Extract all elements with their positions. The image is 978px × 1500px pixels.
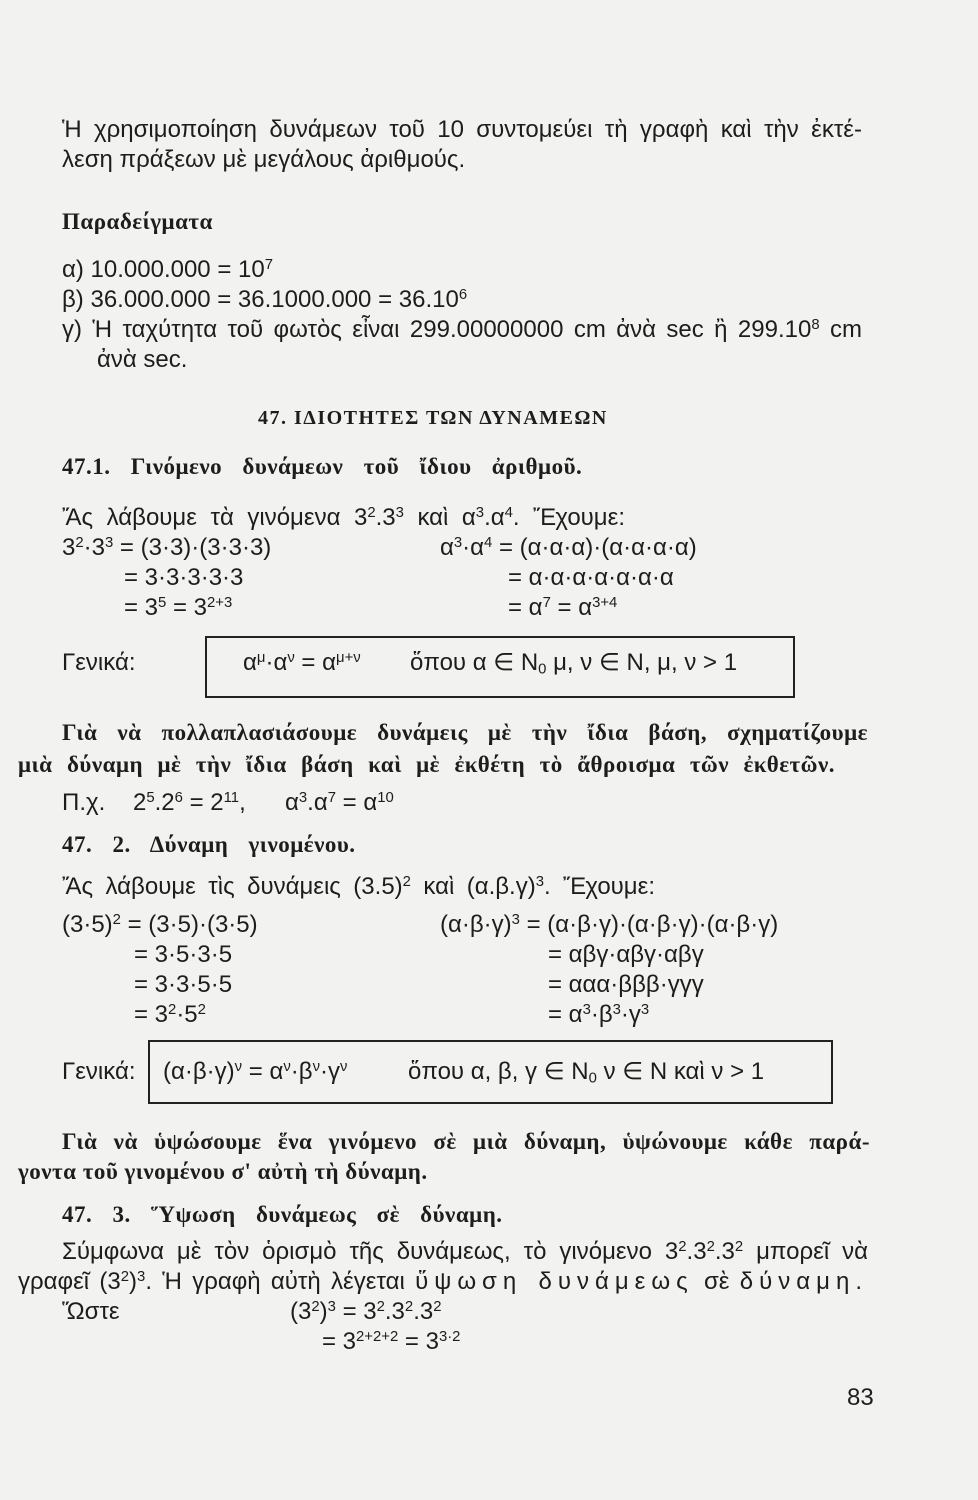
superscript: 2 (75, 534, 84, 551)
math-step: = $3^{2+2+2} = 3^{3\cdot 2}$ (322, 1328, 461, 1355)
superscript: 7 (327, 789, 336, 806)
superscript: 2 (433, 1298, 442, 1315)
section-title: 47. ΙΔΙΟΤΗΤΕΣ ΤΩΝ ΔΥΝΑΜΕΩΝ (258, 407, 608, 429)
example-item-continuation: ἀνὰ sec. (97, 346, 188, 373)
page-number: 83 (847, 1384, 874, 1411)
subsection-heading: 47. 3. Ὕψωση δυνάμεως σὲ δύναμη. (62, 1202, 503, 1227)
math-step: $3^2\cdot 3^3 = (3\cdot 3)\cdot(3\cdot 3\cdot 3)$ (62, 534, 272, 561)
superscript: 5 (158, 594, 167, 611)
math-step: $(\alpha\cdot\beta\cdot\gamma)^3 = (\alpha\cdot\beta\cdot\gamma)\cdot(\alpha\cdot\beta\cdot\gamma)\cdot(\alpha\cdot\beta\cdot\gamma)$ (440, 911, 779, 938)
paragraph-line: γραφεῖ $(3^2)^3$. Ἡ γραφὴ αὐτὴ λέγεται ὕψωση δυνάμεως σὲ δύναμη. (18, 1268, 862, 1295)
condition: ὅπου α ∈ $N_0$ μ, ν ∈ N, μ, ν > 1 (410, 649, 738, 678)
superscript: 3 (395, 504, 404, 521)
superscript: 8 (811, 316, 820, 333)
math-step: $(3^2)^3 = 3^2.3^2.3^2$ (290, 1298, 442, 1325)
superscript: 2 (367, 504, 376, 521)
intro-line: λεση πράξεων μὲ μεγάλους ἀριθμούς. (62, 146, 466, 173)
hence-label: Ὥστε (62, 1298, 120, 1325)
math-step: = 3·5·3·5 (134, 941, 233, 968)
condition: ὅπου α, β, γ ∈ $N_0$ ν ∈ N καὶ ν > 1 (408, 1058, 765, 1087)
superscript: 5 (146, 789, 155, 806)
superscript: 3 (298, 789, 308, 806)
math-step: $(3\cdot 5)^2 = (3\cdot 5)\cdot(3\cdot 5)$ (62, 911, 258, 938)
superscript: 3+4 (592, 594, 618, 611)
superscript: 2 (112, 911, 121, 928)
superscript: 3 (511, 911, 520, 928)
intro-line: Ἡ χρησιμοποίηση δυνάμεων τοῦ 10 συντομεύει τὴ γραφὴ καὶ τὴν ἐκτέ- (62, 116, 862, 143)
superscript: 2 (120, 1268, 130, 1285)
superscript: 3 (137, 1268, 146, 1285)
superscript: ν (340, 1058, 348, 1075)
example-expression: $\alpha^3.\alpha^7 = \alpha^{10}$ (285, 789, 394, 816)
superscript: 3 (104, 534, 114, 551)
example-label: Π.χ. (62, 789, 106, 816)
superscript: 2 (404, 1298, 414, 1315)
example-item: α) $10.000.000 = 10^7$ (62, 256, 273, 283)
example-item: γ) Ἡ ταχύτητα τοῦ φωτὸς εἶναι 299.00000000 cm ἀνὰ sec ἢ 299.10$^8$ cm (62, 316, 862, 343)
superscript: μ+ν (336, 649, 361, 666)
math-step: = αβγ·αβγ·αβγ (548, 941, 704, 968)
superscript: 3 (612, 1001, 621, 1018)
superscript: 7 (542, 594, 551, 611)
general-label: Γενικά: (62, 649, 136, 676)
superscript: ν (283, 1058, 291, 1075)
superscript: 2 (311, 1298, 320, 1315)
superscript: 10 (377, 789, 394, 806)
superscript: 4 (484, 534, 493, 551)
general-label: Γενικά: (62, 1058, 136, 1085)
superscript: 6 (174, 789, 183, 806)
superscript: 7 (264, 256, 273, 273)
math-step: = $3^5 = 3^{2+3}$ (124, 594, 233, 621)
paragraph-line: Σύμφωνα μὲ τὸν ὁρισμὸ τῆς δυνάμεως, τὸ γινόμενο $3^2.3^2.3^2$ μπορεῖ νὰ (62, 1238, 869, 1265)
superscript: 3 (535, 873, 544, 890)
superscript: 11 (223, 789, 240, 806)
spaced-emphasis: δύναμη (739, 1268, 856, 1295)
math-step: = α·α·α·α·α·α·α (508, 564, 674, 591)
example-expression: $2^5.2^6 = 2^{11}$, (133, 789, 246, 816)
superscript: 4 (504, 504, 513, 521)
superscript: 2 (168, 1001, 177, 1018)
rule-text: γοντα τοῦ γινομένου σ' αὐτὴ τὴ δύναμη. (18, 1159, 428, 1184)
lead-text: Ἄς λάβουμε τὰ γινόμενα $3^2.3^3$ καὶ $\alpha^3.\alpha^4$. Ἔχουμε: (62, 504, 625, 531)
superscript: 6 (458, 286, 468, 303)
superscript: 2+3 (207, 594, 233, 611)
math-step: = $\alpha^7 = \alpha^{3+4}$ (508, 594, 618, 621)
superscript: μ (256, 649, 266, 666)
math-step: $\alpha^3\cdot\alpha^4 = (\alpha\cdot\alpha\cdot\alpha)\cdot(\alpha\cdot\alpha\cdot\alpha\cdot\alpha)$ (440, 534, 697, 561)
spaced-emphasis: ὕψωση δυνάμεως (415, 1268, 694, 1295)
lead-text: Ἄς λάβουμε τὶς δυνάμεις $(3.5)^2$ καὶ $(\alpha.\beta.\gamma)^3$. Ἔχουμε: (62, 873, 655, 900)
superscript: 2 (734, 1238, 744, 1255)
formula: $(\alpha\cdot\beta\cdot\gamma)^\nu = \alpha^\nu\cdot\beta^\nu\cdot\gamma^\nu$ (163, 1058, 348, 1085)
superscript: 2 (376, 1298, 385, 1315)
superscript: 2 (678, 1238, 687, 1255)
superscript: 2+2+2 (356, 1328, 399, 1345)
examples-heading: Παραδείγματα (62, 209, 213, 234)
formula: $\alpha^\mu\cdot\alpha^\nu = \alpha^{\mu+\nu}$ (243, 649, 361, 676)
superscript: ν (312, 1058, 320, 1075)
math-step: = $\alpha^3\cdot\beta^3\cdot\gamma^3$ (548, 1001, 650, 1028)
superscript: 3 (327, 1298, 336, 1315)
example-item: β) $36.000.000 = 36.1000.000 = 36.10^6$ (62, 286, 468, 313)
subsection-heading: 47. 2. Δύναμη γινομένου. (62, 832, 356, 857)
subscript: 0 (588, 1070, 597, 1087)
superscript: 2 (402, 873, 411, 890)
superscript: 3 (453, 534, 463, 551)
subscript: 0 (538, 661, 547, 678)
math-step: = $3^2\cdot 5^2$ (134, 1001, 206, 1028)
rule-text: μιὰ δύναμη μὲ τὴν ἴδια βάση καὶ μὲ ἐκθέτη τὸ ἄθροισμα τῶν ἐκθετῶν. (18, 752, 835, 777)
math-step: = 3·3·5·5 (134, 971, 233, 998)
superscript: ν (287, 649, 295, 666)
superscript: 3 (475, 504, 485, 521)
superscript: 2 (706, 1238, 715, 1255)
superscript: 3 (640, 1001, 650, 1018)
math-step: = ααα·βββ·γγγ (548, 971, 704, 998)
superscript: 2 (197, 1001, 206, 1018)
rule-text: Γιὰ νὰ ὑψώσουμε ἕνα γινόμενο σὲ μιὰ δύναμη, ὑψώνουμε κάθε παρά- (62, 1129, 870, 1154)
math-step: = 3·3·3·3·3 (124, 564, 244, 591)
subsection-heading: 47.1. Γινόμενο δυνάμεων τοῦ ἴδιου ἀριθμοῦ. (62, 454, 583, 479)
superscript: 3·2 (438, 1328, 461, 1345)
rule-text: Γιὰ νὰ πολλαπλασιάσουμε δυνάμεις μὲ τὴν ἴδια βάση, σχηματίζουμε (62, 720, 868, 745)
superscript: 3 (582, 1001, 591, 1018)
superscript: ν (234, 1058, 243, 1075)
